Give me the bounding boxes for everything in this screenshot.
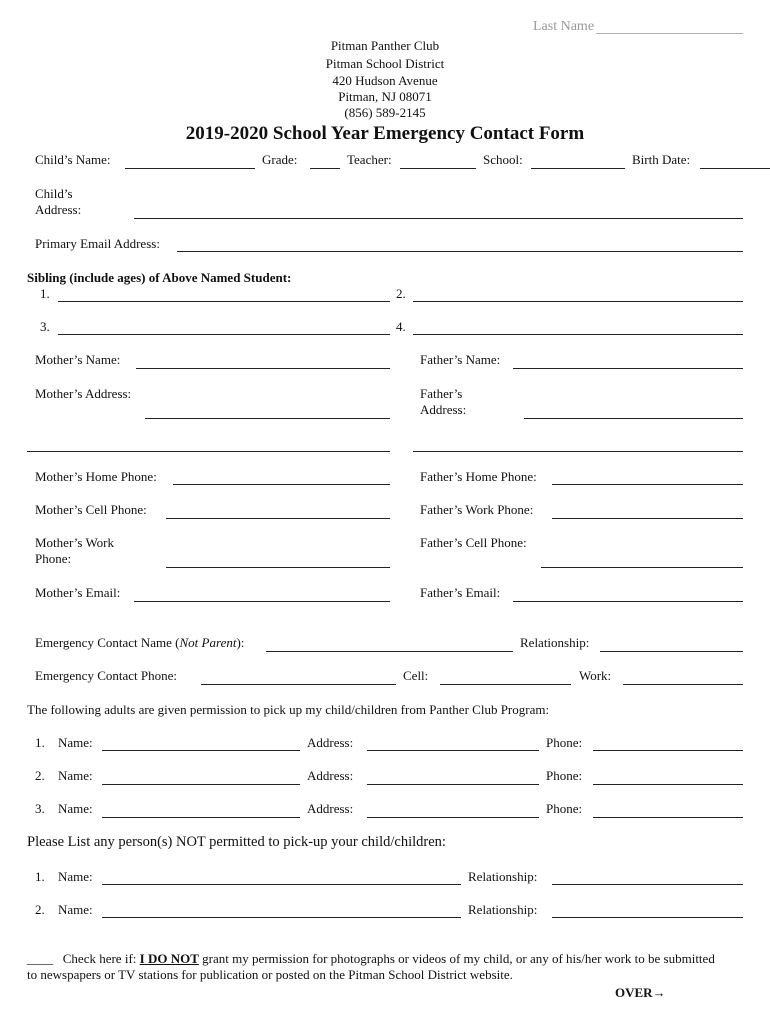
father-address-label-2: Address:: [420, 402, 467, 417]
mother-home-phone-label: Mother’s Home Phone:: [35, 469, 157, 484]
not-permitted-name-label: Name:: [58, 902, 93, 917]
father-cell-phone-label: Father’s Cell Phone:: [420, 535, 527, 550]
mother-work-phone-label-1: Mother’s Work: [35, 535, 114, 550]
mother-name-field[interactable]: [136, 368, 390, 369]
father-address-field-2[interactable]: [413, 451, 743, 452]
arrow-right-icon: →: [652, 985, 666, 1000]
pickup-address-label: Address:: [307, 768, 354, 783]
pickup-phone-label: Phone:: [546, 801, 583, 816]
phone-number: (856) 589-2145: [344, 105, 426, 120]
father-email-label: Father’s Email:: [420, 585, 501, 600]
pickup-name-label: Name:: [58, 768, 93, 783]
pickup-num: 2.: [35, 768, 45, 783]
father-email-field[interactable]: [513, 601, 743, 602]
pickup-name-field[interactable]: [102, 784, 300, 785]
sibling-field-4[interactable]: [413, 334, 743, 335]
school-label: School:: [483, 152, 523, 167]
not-permitted-heading: Please List any person(s) NOT permitted to pick-up your child/children:: [27, 834, 446, 850]
sibling-field-1[interactable]: [58, 301, 390, 302]
father-work-phone-label: Father’s Work Phone:: [420, 502, 534, 517]
child-address-field[interactable]: [134, 218, 743, 219]
father-home-phone-field[interactable]: [552, 484, 743, 485]
emergency-relationship-label: Relationship:: [520, 635, 590, 650]
over-indicator: OVER→: [615, 985, 666, 1000]
father-address-label-1: Father’s: [420, 386, 463, 401]
not-permitted-relationship-field[interactable]: [552, 884, 743, 885]
pickup-name-label: Name:: [58, 801, 93, 816]
page-title: 2019-2020 School Year Emergency Contact Form: [185, 123, 585, 144]
mother-work-phone-field[interactable]: [166, 567, 390, 568]
emergency-cell-field[interactable]: [440, 684, 571, 685]
pickup-name-label: Name:: [58, 735, 93, 750]
emergency-name-field[interactable]: [266, 651, 513, 652]
father-name-label: Father’s Name:: [420, 352, 501, 367]
pickup-name-field[interactable]: [102, 817, 300, 818]
birth-date-field[interactable]: [700, 168, 770, 169]
grade-field[interactable]: [310, 168, 340, 169]
email-label: Primary Email Address:: [35, 236, 160, 251]
father-cell-phone-field[interactable]: [541, 567, 743, 568]
mother-name-label: Mother’s Name:: [35, 352, 121, 367]
street-address: 420 Hudson Avenue: [332, 73, 438, 88]
mother-cell-phone-label: Mother’s Cell Phone:: [35, 502, 147, 517]
not-permitted-num: 2.: [35, 902, 45, 917]
pickup-address-field[interactable]: [367, 750, 539, 751]
school-field[interactable]: [531, 168, 625, 169]
not-permitted-num: 1.: [35, 869, 45, 884]
mother-cell-phone-field[interactable]: [166, 518, 390, 519]
birth-date-label: Birth Date:: [632, 152, 691, 167]
mother-work-phone-label-2: Phone:: [35, 551, 72, 566]
pickup-address-label: Address:: [307, 801, 354, 816]
sibling-num-2: 2.: [396, 286, 406, 301]
mother-home-phone-field[interactable]: [173, 484, 390, 485]
pickup-address-field[interactable]: [367, 784, 539, 785]
sibling-num-3: 3.: [40, 319, 50, 334]
pickup-intro: The following adults are given permission to pick up my child/children from Panther Club Program:: [27, 702, 550, 717]
emergency-work-label: Work:: [579, 668, 612, 683]
not-permitted-name-field[interactable]: [102, 884, 461, 885]
mother-address-field-2[interactable]: [27, 451, 390, 452]
not-permitted-relationship-field[interactable]: [552, 917, 743, 918]
not-permitted-relationship-label: Relationship:: [468, 902, 538, 917]
last-name-label: Last Name: [533, 19, 595, 34]
emergency-name-label: Emergency Contact Name (Not Parent):: [35, 635, 245, 650]
teacher-field[interactable]: [400, 168, 476, 169]
child-address-label-1: Child’s: [35, 186, 73, 201]
emergency-work-field[interactable]: [623, 684, 743, 685]
father-address-field-1[interactable]: [524, 418, 743, 419]
pickup-phone-field[interactable]: [593, 784, 743, 785]
siblings-heading: Sibling (include ages) of Above Named Student:: [27, 270, 292, 285]
sibling-field-2[interactable]: [413, 301, 743, 302]
pickup-address-field[interactable]: [367, 817, 539, 818]
pickup-address-label: Address:: [307, 735, 354, 750]
mother-address-label: Mother’s Address:: [35, 386, 132, 401]
emergency-phone-field[interactable]: [201, 684, 396, 685]
photo-permission-checkbox[interactable]: ____: [27, 951, 53, 966]
not-permitted-name-field[interactable]: [102, 917, 461, 918]
mother-email-label: Mother’s Email:: [35, 585, 121, 600]
pickup-phone-label: Phone:: [546, 735, 583, 750]
father-name-field[interactable]: [513, 368, 743, 369]
photo-permission-text: ____ Check here if: I DO NOT grant my permission for photographs or videos of my child, or any of his/her work to be submitted to newspapers or TV stations for publication or posted on the Pitman School District website.: [27, 951, 715, 982]
sibling-num-1: 1.: [40, 286, 50, 301]
org-name: Pitman Panther Club: [330, 38, 440, 53]
emergency-cell-label: Cell:: [403, 668, 429, 683]
not-permitted-relationship-label: Relationship:: [468, 869, 538, 884]
sibling-field-3[interactable]: [58, 334, 390, 335]
sibling-num-4: 4.: [396, 319, 406, 334]
last-name-field[interactable]: [596, 33, 743, 34]
pickup-phone-label: Phone:: [546, 768, 583, 783]
mother-email-field[interactable]: [134, 601, 390, 602]
city-address: Pitman, NJ 08071: [338, 89, 432, 104]
pickup-num: 1.: [35, 735, 45, 750]
pickup-num: 3.: [35, 801, 45, 816]
father-work-phone-field[interactable]: [552, 518, 743, 519]
child-name-label: Child’s Name:: [35, 152, 111, 167]
email-field[interactable]: [177, 251, 743, 252]
emergency-relationship-field[interactable]: [600, 651, 743, 652]
father-home-phone-label: Father’s Home Phone:: [420, 469, 537, 484]
district-name: Pitman School District: [325, 56, 445, 71]
not-permitted-name-label: Name:: [58, 869, 93, 884]
child-address-label-2: Address:: [35, 202, 82, 217]
pickup-name-field[interactable]: [102, 750, 300, 751]
teacher-label: Teacher:: [347, 152, 392, 167]
mother-address-field-1[interactable]: [145, 418, 390, 419]
pickup-phone-field[interactable]: [593, 750, 743, 751]
child-name-field[interactable]: [125, 168, 255, 169]
pickup-phone-field[interactable]: [593, 817, 743, 818]
emergency-phone-label: Emergency Contact Phone:: [35, 668, 178, 683]
grade-label: Grade:: [262, 152, 298, 167]
